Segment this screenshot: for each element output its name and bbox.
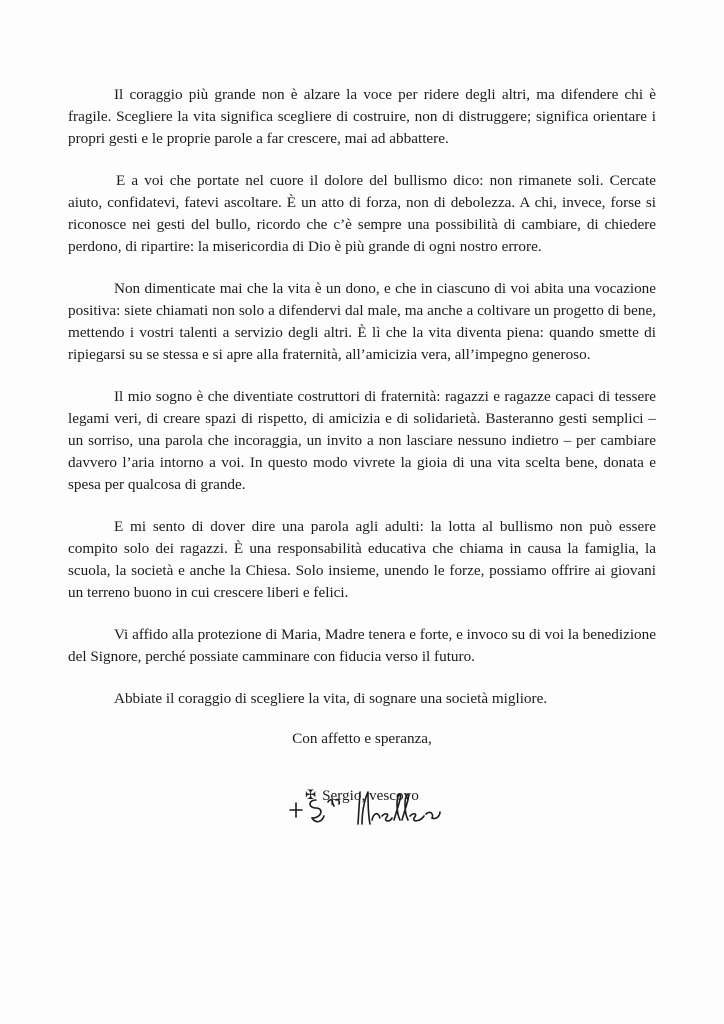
paragraph-mary-blessing: Vi affido alla protezione di Maria, Madre tenera e forte, e invoco su di voi la benedizione del Signore, perché possiate camminare con fiducia verso il futuro. <box>68 626 656 665</box>
handwritten-signature <box>282 778 472 838</box>
signer-name: Sergio, vescovo <box>322 787 419 804</box>
salutation: Con affetto e speranza, <box>292 730 432 747</box>
letter-body <box>68 84 656 827</box>
paragraph-bullying-victims: E a voi che portate nel cuore il dolore del bullismo dico: non rimanete soli. Cercate aiuto, confidatevi, fatevi ascoltare. È un atto di forza, non di debolezza. A chi, invece, forse si riconosce nei gesti del bullo, ricordo che c’è sempre una possibilità di cambiare, di chiedere perdono, di ripartire: la misericordia di Dio è più grande di ogni nostro errore. <box>68 172 656 255</box>
paragraph-adults: E mi sento di dover dire una parola agli adulti: la lotta al bullismo non può essere compito solo dei ragazzi. È una responsabilità educativa che chiama in causa la famiglia, la scuola, la società e anche la Chiesa. Solo insieme, unendo le forze, possiamo offrire ai giovani un terreno buono in cui crescere liberi e felici. <box>68 518 656 601</box>
closing-exhortation: Abbiate il coraggio di scegliere la vita, di sognare una società migliore. <box>114 690 548 707</box>
paragraph-life-gift: Non dimenticate mai che la vita è un dono, e che in ciascuno di voi abita una vocazione positiva: siete chiamati non solo a difendervi dal male, ma anche a coltivare un progetto di bene, mettendo i vostri talenti a servizio degli altri. È lì che la vita diventa piena: quando smette di ripiegarsi su se stessa e si apre alla fraternità, all’amicizia vera, all’impegno generoso. <box>68 280 656 363</box>
episcopal-cross-icon: ✠ <box>305 787 317 802</box>
paragraph-courage: Il coraggio più grande non è alzare la voce per ridere degli altri, ma difendere chi è fragile. Scegliere la vita significa scegliere di costruire, non di distruggere; significa orientare i propri gesti e le proprie parole a far crescere, mai ad abbattere. <box>68 86 656 147</box>
paragraph-dream-fraternity: Il mio sogno è che diventiate costruttori di fraternità: ragazzi e ragazze capaci di tessere legami veri, di creare spazi di rispetto, di amicizia e di solidarietà. Basteranno gesti semplici – un sorriso, una parola che incoraggia, un invito a non lasciare nessuno indietro – per cambiare davvero l’aria intorno a voi. In questo modo vivrete la gioia di una vita scelta bene, donata e spesa per qualcosa di grande. <box>68 388 656 493</box>
